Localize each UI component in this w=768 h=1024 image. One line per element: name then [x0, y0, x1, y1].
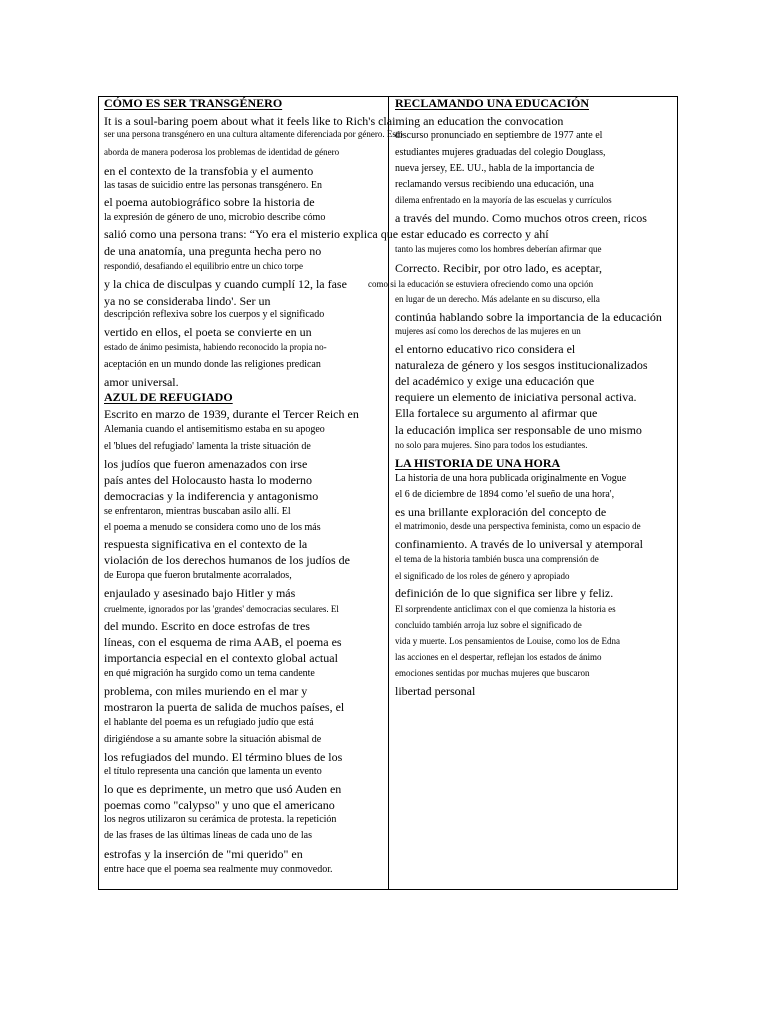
text-line: concluido también arroja luz sobre el significado de [395, 620, 582, 630]
text-line: descripción reflexiva sobre los cuerpos y el significado [104, 309, 325, 320]
text-line: ser una persona transgénero en una cultura altamente diferenciada por género. Esto [104, 129, 403, 139]
text-line: El sorprendente anticlimax con el que comienza la historia es [395, 604, 616, 614]
text-line: el 'blues del refugiado' lamenta la triste situación de [104, 441, 311, 452]
text-line: respondió, desafiando el equilibrio entre un chico torpe [104, 261, 303, 271]
text-line: las acciones en el despertar, reflejan los estados de ánimo [395, 652, 602, 662]
text-line: vertido en ellos, el poeta se convierte en un [104, 325, 312, 339]
text-line: entre hace que el poema sea realmente muy conmovedor. [104, 864, 333, 875]
text-line: democracias y la indiferencia y antagonismo [104, 489, 319, 503]
section-heading-transgenero: CÓMO ES SER TRANSGÉNERO [104, 96, 283, 110]
text-line: estudiantes mujeres graduadas del colegio Douglass, [395, 147, 606, 158]
text-line: el entorno educativo rico considera el [395, 342, 576, 356]
text-line: dilema enfrentado en la mayoría de las escuelas y currículos [395, 195, 612, 205]
text-line: mujeres así como los derechos de las mujeres en un [395, 326, 581, 336]
text-line: tanto las mujeres como los hombres deberían afirmar que [395, 244, 602, 254]
text-line: estrofas y la inserción de "mi querido" en [104, 847, 303, 861]
text-line: se enfrentaron, mientras buscaban asilo allí. El [104, 506, 291, 517]
text-line: Correcto. Recibir, por otro lado, es aceptar, [395, 261, 602, 275]
text-line: nueva jersey, EE. UU., habla de la importancia de [395, 163, 595, 174]
text-line: los negros utilizaron su cerámica de protesta. la repetición [104, 814, 337, 825]
text-line: salió como una persona trans: “Yo era el misterio explica que estar educado es correcto y ahí [104, 227, 549, 241]
text-line: en lugar de un derecho. Más adelante en su discurso, ella [395, 294, 600, 304]
text-line: las tasas de suicidio entre las personas transgénero. En [104, 180, 322, 191]
text-line: la educación implica ser responsable de uno mismo [395, 423, 642, 437]
text-line: del mundo. Escrito en doce estrofas de tres [104, 619, 310, 633]
text-line: aceptación en un mundo donde las religiones predican [104, 359, 321, 370]
text-line: mostraron la puerta de salida de muchos países, el [104, 700, 345, 714]
text-line: de una anatomía, una pregunta hecha pero no [104, 244, 322, 258]
text-line: el poema a menudo se considera como uno de los más [104, 522, 321, 533]
text-line: problema, con miles muriendo en el mar y [104, 684, 308, 698]
text-line: cruelmente, ignorados por las 'grandes' democracias seculares. El [104, 604, 339, 614]
text-line: lo que es deprimente, un metro que usó Auden en [104, 782, 342, 796]
text-line: vida y muerte. Los pensamientos de Louise, como los de Edna [395, 636, 620, 646]
text-line: violación de los derechos humanos de los judíos de [104, 553, 350, 567]
text-line: It is a soul-baring poem about what it feels like to Rich's claiming an education the convocation [104, 114, 564, 128]
text-line: La historia de una hora publicada originalmente en Vogue [395, 473, 627, 484]
section-heading-refugiado: AZUL DE REFUGIADO [104, 390, 233, 404]
text-line: líneas, con el esquema de rima AAB, el poema es [104, 635, 342, 649]
text-line: aborda de manera poderosa los problemas de identidad de género [104, 147, 340, 157]
text-line: naturaleza de género y los sesgos institucionalizados [395, 358, 648, 372]
text-line: los judíos que fueron amenazados con irse [104, 457, 308, 471]
text-line: confinamiento. A través de lo universal y atemporal [395, 537, 643, 551]
text-line: libertad personal [395, 684, 476, 698]
text-line: Escrito en marzo de 1939, durante el Tercer Reich en [104, 407, 359, 421]
text-line: requiere un elemento de iniciativa personal activa. [395, 390, 637, 404]
text-line: y la chica de disculpas y cuando cumplí 12, la fase [104, 277, 347, 291]
text-line: no solo para mujeres. Sino para todos los estudiantes. [395, 440, 588, 450]
text-line: la expresión de género de uno, microbio describe cómo [104, 212, 326, 223]
text-line: amor universal. [104, 375, 179, 389]
text-line: como si la educación se estuviera ofreciendo como una opción [368, 279, 594, 289]
text-line: el 6 de diciembre de 1894 como 'el sueño de una hora', [395, 489, 615, 500]
text-line: estado de ánimo pesimista, habiendo reconocido la propia no- [104, 342, 327, 352]
text-line: el significado de los roles de género y apropiado [395, 571, 570, 581]
text-line: ya no se consideraba lindo'. Ser un [104, 294, 271, 308]
text-line: importancia especial en el contexto global actual [104, 651, 338, 665]
section-heading-educacion: RECLAMANDO UNA EDUCACIÓN [395, 96, 590, 110]
text-line: país antes del Holocausto hasta lo moderno [104, 473, 312, 487]
text-line: enjaulado y asesinado bajo Hitler y más [104, 586, 296, 600]
text-line: reclamando versus recibiendo una educación, una [395, 179, 594, 190]
text-line: respuesta significativa en el contexto de la [104, 537, 308, 551]
text-line: Ella fortalece su argumento al afirmar que [395, 406, 598, 420]
text-line: poemas como "calypso" y uno que el americano [104, 798, 335, 812]
text-line: el título representa una canción que lamenta un evento [104, 766, 322, 777]
text-line: es una brillante exploración del concepto de [395, 505, 607, 519]
text-line: el matrimonio, desde una perspectiva feminista, como un espacio de [395, 521, 641, 531]
text-line: discurso pronunciado en septiembre de 1977 ante el [395, 130, 603, 141]
text-line: de Europa que fueron brutalmente acorralados, [104, 570, 292, 581]
text-line: los refugiados del mundo. El término blues de los [104, 750, 343, 764]
text-line: continúa hablando sobre la importancia de la educación [395, 310, 662, 324]
text-line: el poema autobiográfico sobre la historia de [104, 195, 315, 209]
section-heading-historia: LA HISTORIA DE UNA HORA [395, 456, 561, 470]
text-line: el hablante del poema es un refugiado judío que está [104, 717, 314, 728]
text-line: Alemania cuando el antisemitismo estaba en su apogeo [104, 424, 325, 435]
text-line: de las frases de las últimas líneas de cada uno de las [104, 830, 312, 841]
text-line: emociones sentidas por muchas mujeres que buscaron [395, 668, 590, 678]
text-line: a través del mundo. Como muchos otros creen, ricos [395, 211, 647, 225]
text-line: el tema de la historia también busca una comprensión de [395, 554, 599, 564]
text-line: dirigiéndose a su amante sobre la situación abismal de [104, 734, 322, 745]
text-line: definición de lo que significa ser libre y feliz. [395, 586, 614, 600]
text-line: en qué migración ha surgido como un tema candente [104, 668, 315, 679]
text-line: en el contexto de la transfobia y el aumento [104, 164, 314, 178]
text-line: del académico y exige una educación que [395, 374, 595, 388]
